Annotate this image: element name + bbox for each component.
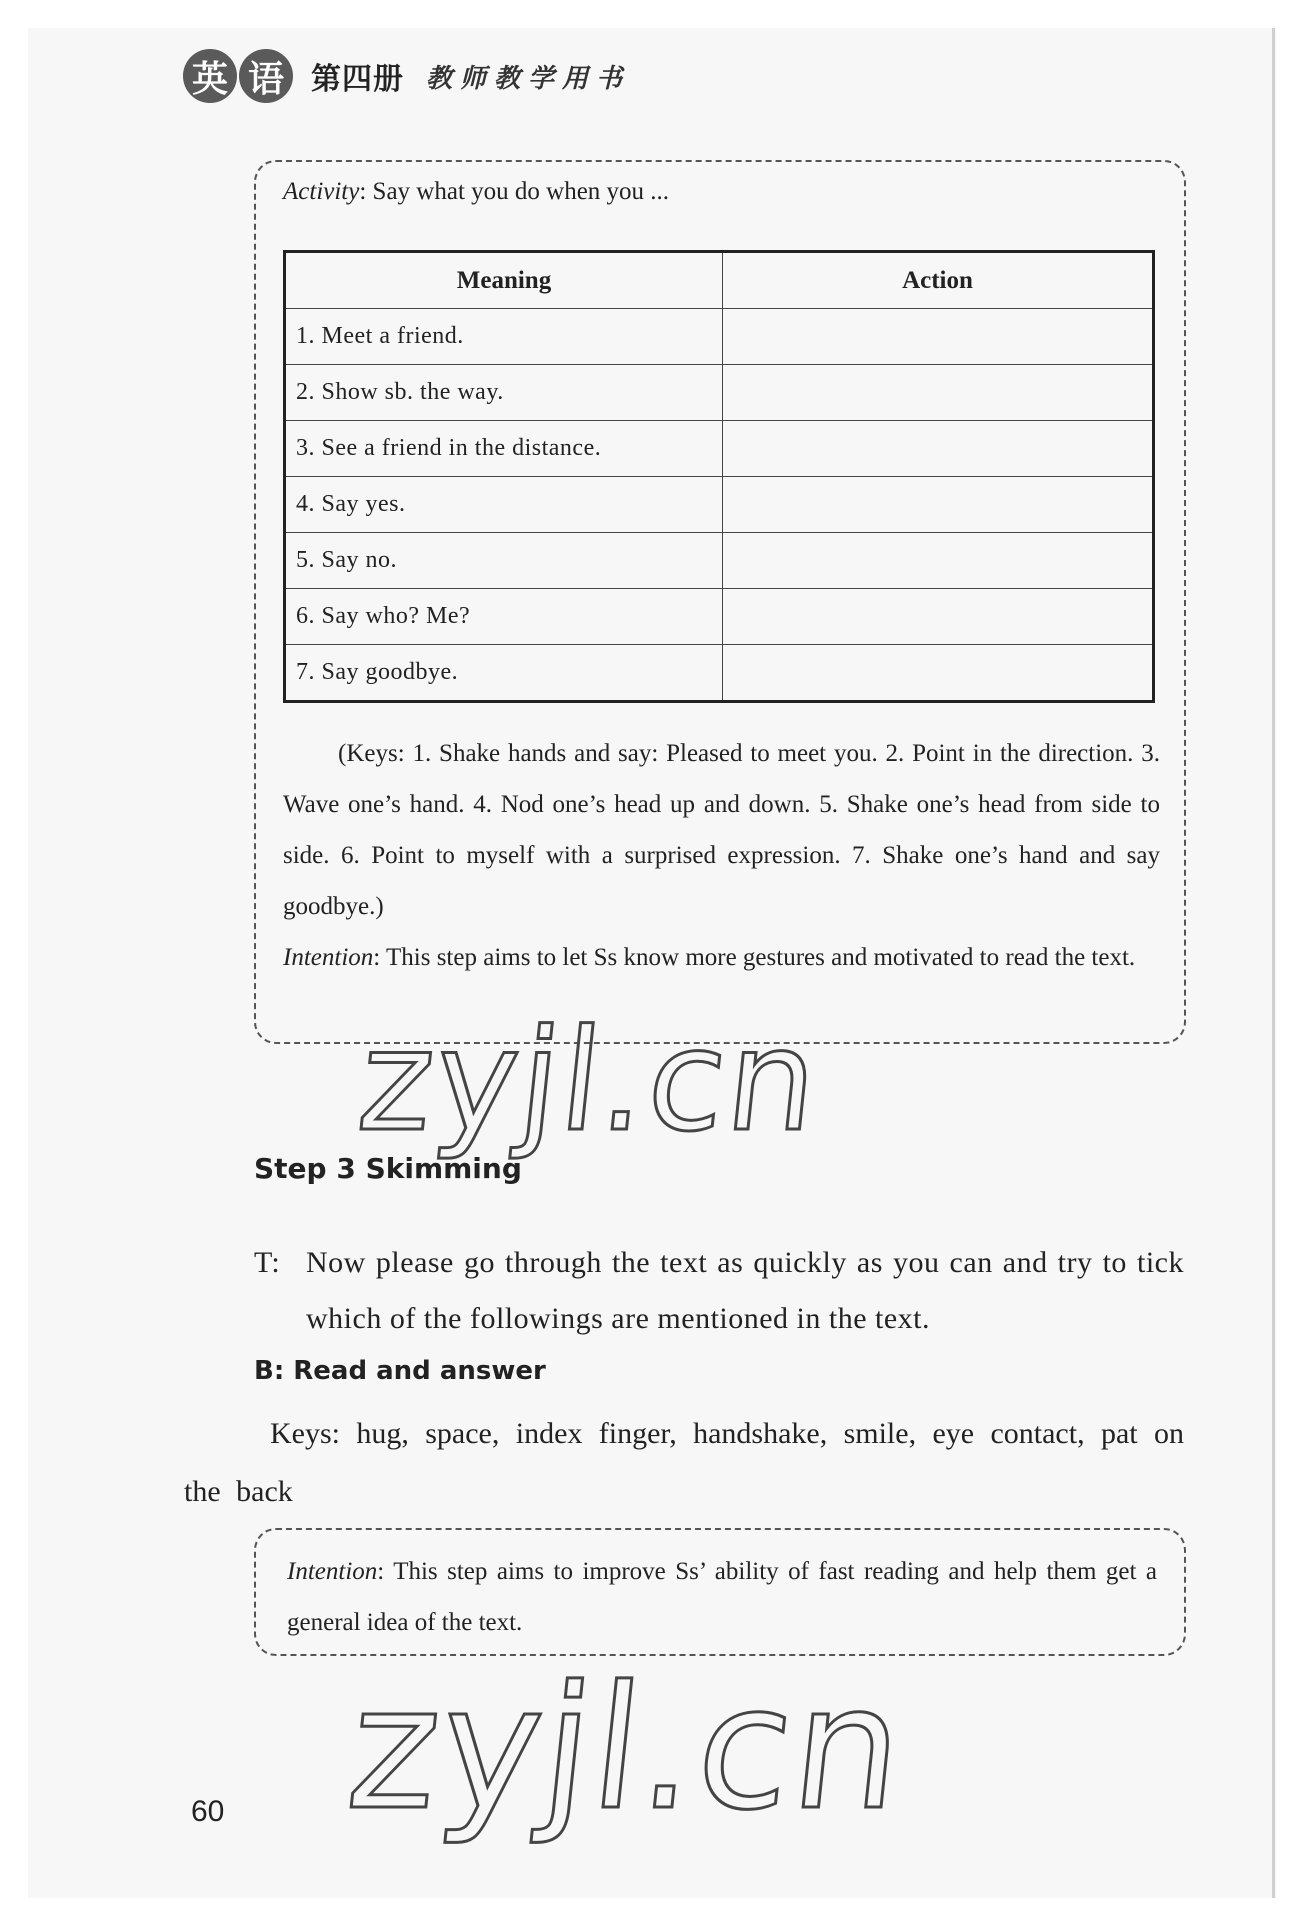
action-cell: [723, 421, 1154, 477]
table-row: [285, 309, 1154, 365]
action-cell: [723, 589, 1154, 645]
header-char-2: 语: [239, 49, 293, 103]
intention-label: Intention: [287, 1558, 378, 1585]
meaning-cell: 3. See a friend in the distance.: [285, 421, 723, 477]
book-subtitle: 教师教学用书: [426, 63, 631, 94]
activity-line: [283, 178, 669, 206]
table-row: [285, 365, 1154, 421]
header-char-1: 英: [183, 49, 237, 103]
intention-label: Intention: [283, 944, 374, 971]
watermark: zyjl.cn: [351, 1000, 827, 1163]
section-b-keys: Keys: hug, space, index finger, handshake, smile, eye contact, pat on the back: [184, 1417, 1184, 1508]
page-number: 60: [191, 1795, 225, 1828]
action-cell: [723, 645, 1154, 702]
intention-paragraph-2: [287, 1546, 1157, 1648]
meaning-cell: 5. Say no.: [285, 533, 723, 589]
page-edge-shadow: [1272, 28, 1275, 1898]
intention-text: : This step aims to let Ss know more gestures and motivated to read the text.: [373, 944, 1136, 971]
table-row: [285, 645, 1154, 702]
activity-label: Activity: [283, 178, 360, 205]
table-row: [285, 589, 1154, 645]
teacher-label: T:: [254, 1246, 281, 1279]
action-cell: [723, 309, 1154, 365]
activity-text: : Say what you do when you ...: [359, 178, 670, 205]
intention-paragraph-1: [283, 932, 1160, 983]
intention-text: : This step aims to improve Ss’ ability of fast reading and help them get a general idea of the text.: [287, 1558, 1157, 1636]
meaning-cell: 1. Meet a friend.: [285, 309, 723, 365]
table-row: [285, 533, 1154, 589]
action-cell: [723, 365, 1154, 421]
header-action: Action: [723, 252, 1154, 309]
page-header: [183, 46, 630, 106]
activity-keys: (Keys: 1. Shake hands and say: Pleased to meet you. 2. Point in the direction. 3. Wave one’s hand. 4. Nod one’s head up and down. 5. Shake one’s head from side to side. 6. Point to myself with a surprised expression. 7. Shake one’s hand and say goodbye.): [283, 740, 1160, 920]
book-title: 第四册: [311, 62, 404, 97]
watermark: zyjl.cn: [339, 1650, 914, 1848]
table-row: [285, 477, 1154, 533]
teacher-instruction: [254, 1235, 1184, 1347]
meaning-cell: 6. Say who? Me?: [285, 589, 723, 645]
header-meaning: Meaning: [285, 252, 723, 309]
teacher-text: Now please go through the text as quickly as you can and try to tick which of the followings are mentioned in the text.: [306, 1246, 1184, 1335]
meaning-cell: 2. Show sb. the way.: [285, 365, 723, 421]
action-cell: [723, 533, 1154, 589]
meaning-cell: 7. Say goodbye.: [285, 645, 723, 702]
section-b-heading: B: Read and answer: [254, 1356, 546, 1386]
meaning-action-table: [283, 250, 1155, 703]
table-row: [285, 421, 1154, 477]
meaning-cell: 4. Say yes.: [285, 477, 723, 533]
action-cell: [723, 477, 1154, 533]
table-header-row: [285, 252, 1154, 309]
step-3-heading: Step 3 Skimming: [254, 1152, 522, 1185]
